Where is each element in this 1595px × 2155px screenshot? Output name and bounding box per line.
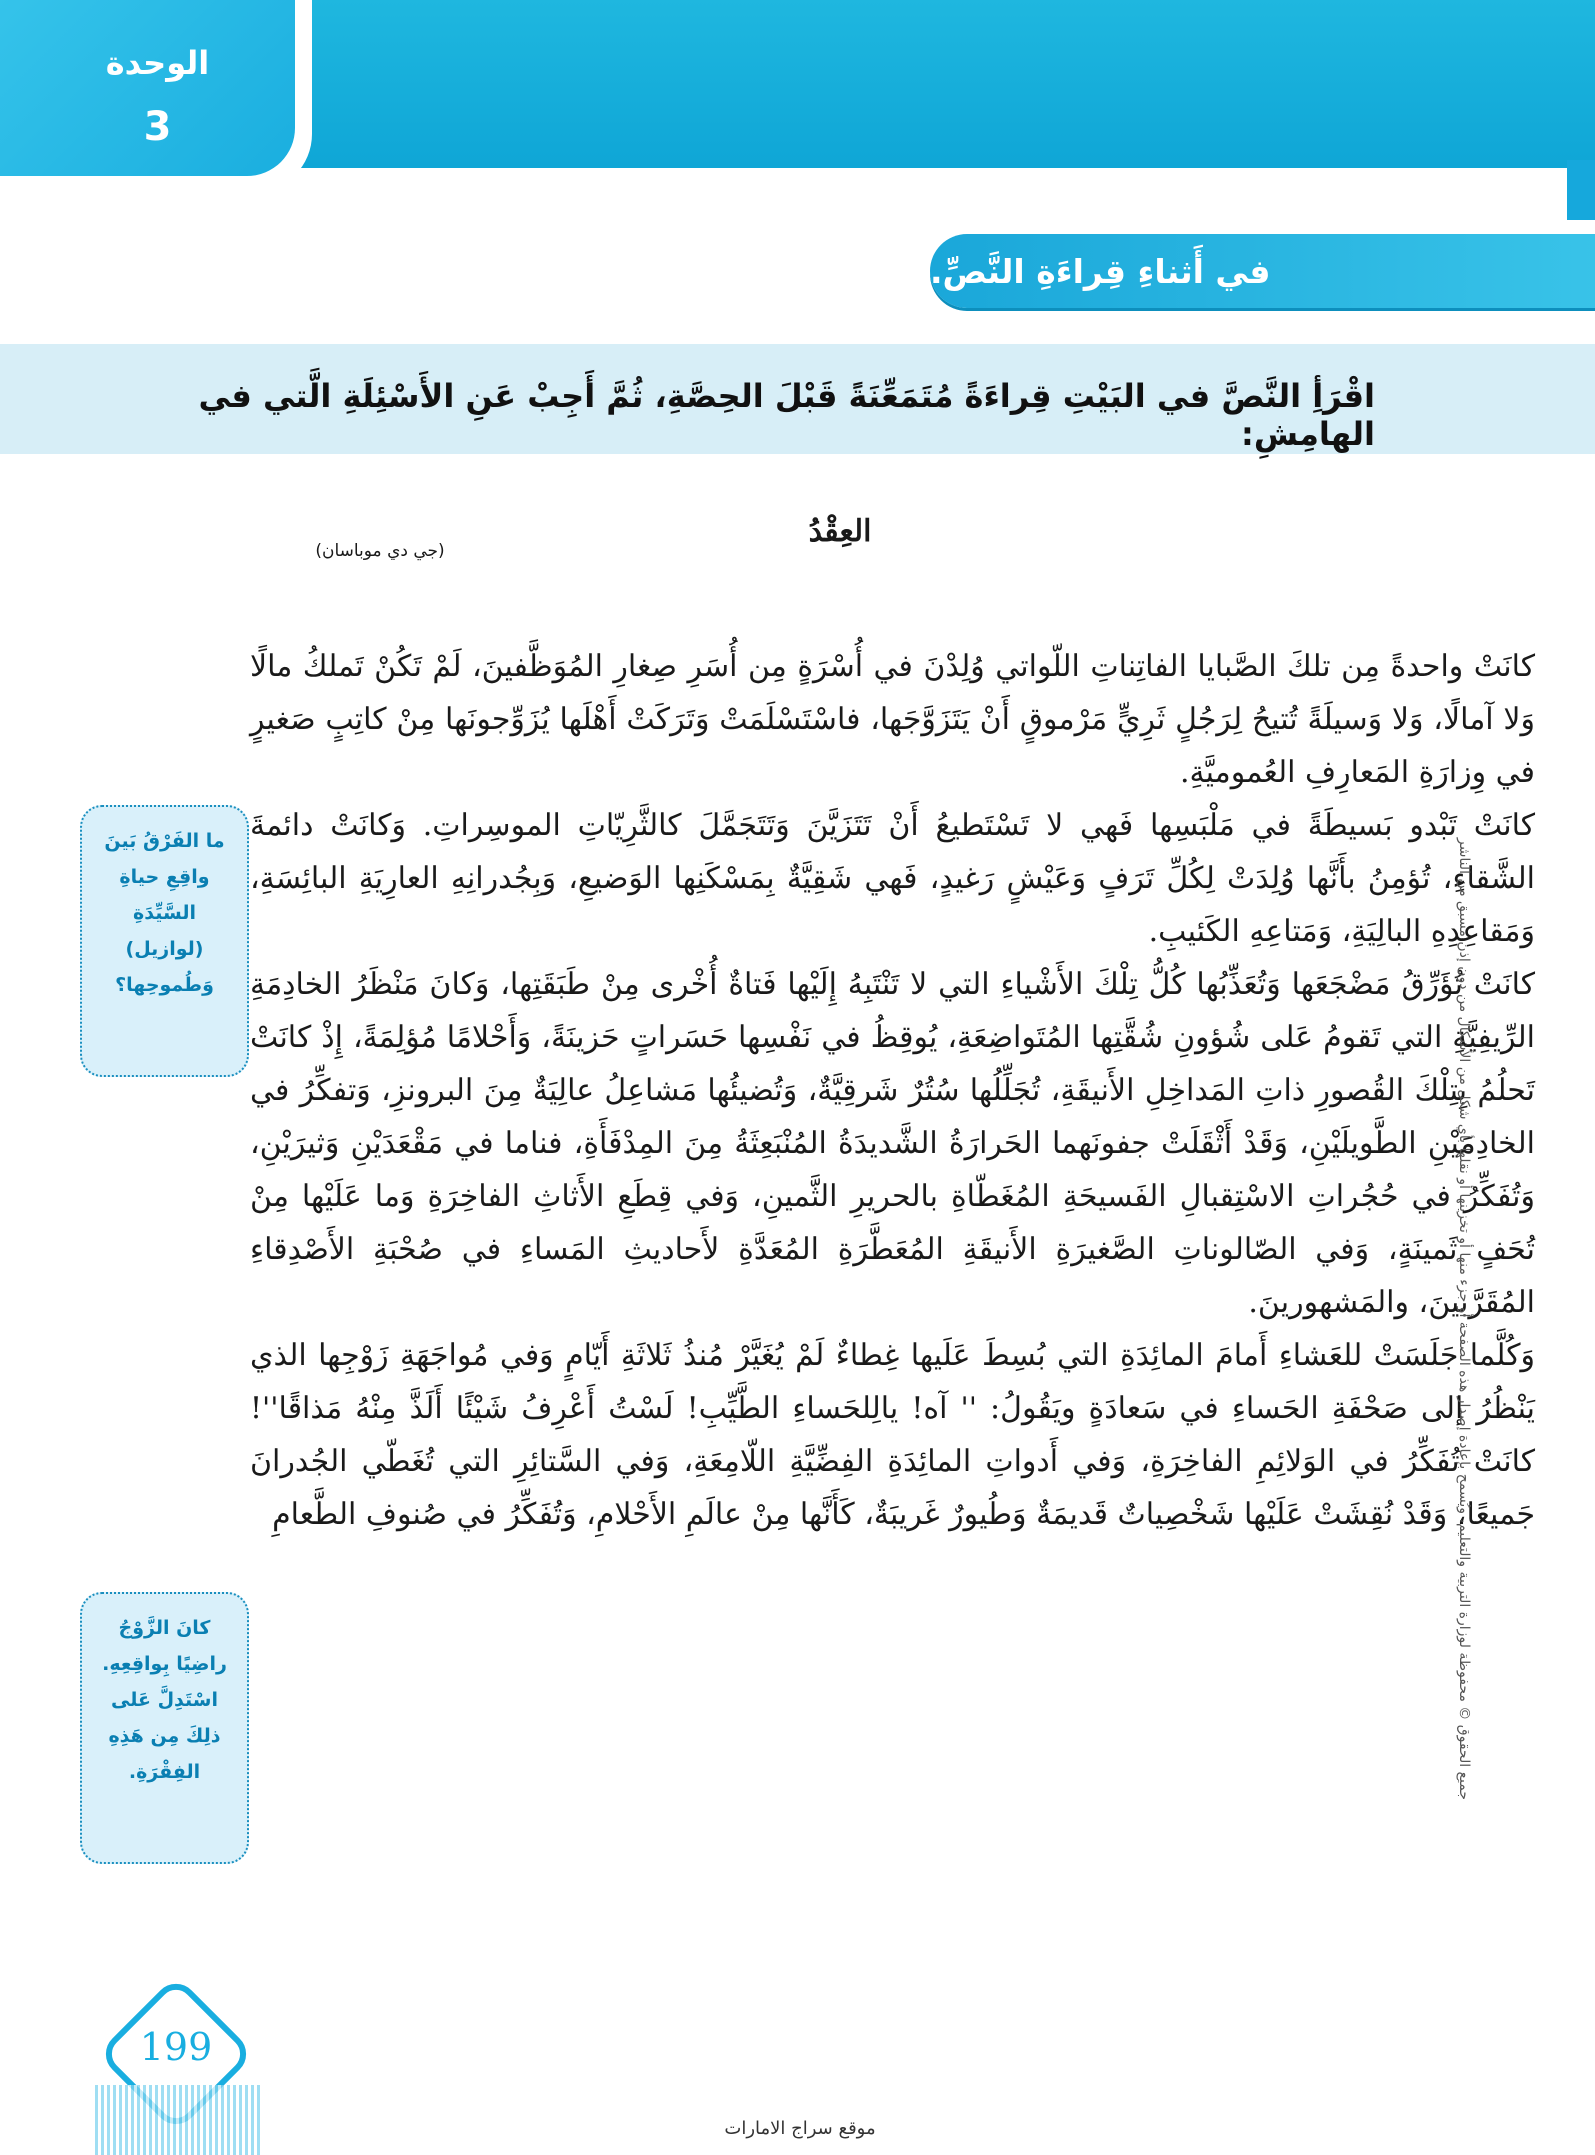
copyright-notice: جميع الحقوق © محفوظة لوزارة التربية والتعليم، ويُسمح بإعادة إصدار هذه الصفحة أو جزء منها أو تخزينها أو نقلها بأي شكل من الأشكال من دون إذن مسبق من الناشر bbox=[1456, 837, 1472, 1800]
footer-text: موقع سراج الامارات bbox=[724, 2118, 876, 2139]
unit-badge bbox=[0, 0, 295, 176]
page-number: 199 bbox=[139, 2025, 213, 2069]
unit-label: الوحدة bbox=[105, 44, 210, 82]
paragraph: كانَتْ تَبْدو بَسيطَةً في مَلْبَسِها فَهي لا تَسْتَطيعُ أَنْ تَتَزَيَّنَ وَتَتَجَمَّلَ كالثَّرِيّاتِ الموسِراتِ. وَكانَتْ دائمةَ الشَّقاءِ، تُؤمِنُ بأَنَّها وُلِدَتْ لِكُلِّ تَرَفٍ وَعَيْشٍ رَغيدٍ، فَهي شَقِيَّةٌ بِمَسْكَنِها الوَضيعِ، وَبِجُدرانِهِ العارِيَةِ البائِسَةِ، وَمَقاعِدِهِ البالِيَةِ، وَمَتاعِهِ الكَئيبِ. bbox=[250, 808, 1535, 949]
paragraph: كانَتْ واحدةً مِن تلكَ الصَّبايا الفاتِناتِ اللّواتي وُلِدْنَ في أُسْرَةٍ مِن أُسَرِ صِغارِ المُوَظَّفينَ، لَمْ تَكُنْ تَملكُ مالًا وَلا آمالًا، وَلا وَسيلَةً تُتيحُ لِرَجُلٍ ثَرِيٍّ مَرْموقٍ أَنْ يَتَزَوَّجَها، فاسْتَسْلَمَتْ وَتَرَكَتْ أَهْلَها يُزَوِّجونَها مِنْ كاتِبٍ صَغيرٍ في وِزارَةِ المَعارِفِ العُموميَّةِ. bbox=[250, 649, 1535, 790]
story-body bbox=[250, 640, 1535, 1541]
margin-question-1: ما الفَرْقُ بَينَ واقِعِ حياةِ السَّيِّدَةِ (لوازيل) وَطُموحِها؟ bbox=[80, 805, 249, 1077]
page-pattern bbox=[95, 2085, 260, 2155]
margin-question-2: كانَ الزَّوْجُ راضِيًا بِواقِعِهِ. اسْتَدِلَّ عَلى ذلِكَ مِن هَذِهِ الفِقْرَةِ. bbox=[80, 1592, 249, 1864]
paragraph: كانَتْ تُؤَرِّقُ مَضْجَعَها وَتُعَذِّبُها كُلُّ تِلْكَ الأَشْياءِ التي لا تَنْتَبِهُ إِلَيْها فَتاةٌ أُخْرى مِنْ طَبَقَتِها، وَكانَ مَنْظَرُ الخادِمَةِ الرِّيفِيَّةِ التي تَقومُ عَلى شُؤونِ شُقَّتِها المُتَواضِعَةِ، يُوقِظُ في نَفْسِها حَسَراتٍ حَزينَةً، وَأَحْلامًا مُؤلِمَةً، إِذْ كانَتْ تَحلُمُ بِتِلْكَ القُصورِ ذاتِ المَداخِلِ الأَنيقَةِ، تُجَلِّلُها سُتُرٌ شَرقِيَّةٌ، وَتُضيئُها مَشاعِلُ عالِيَةٌ مِنَ البرونزِ، وَتفكِّرُ في الخادِمَيْنِ الطَّويلَيْنِ، وَقَدْ أَثْقَلَتْ جفونَهما الحَرارَةُ الشَّديدَةُ المُنْبَعِثَةُ مِنَ المِدْفَأَةِ، فناما في مَقْعَدَيْنِ وَثيرَيْنِ، وَتُفَكِّرُ في حُجُراتِ الاسْتِقبالِ الفَسيحَةِ المُغَطّاةِ بالحريرِ الثَّمينِ، وَفي قِطَعِ الأَثاثِ الفاخِرَةِ وَما عَلَيْها مِنْ تُحَفٍ ثَمينَةٍ، وَفي الصّالوناتِ الصَّغيرَةِ الأَنيقَةِ المُعَطَّرَةِ المُعَدَّةِ لأَحاديثِ المَساءِ في صُحْبَةِ الأَصْدِقاءِ المُقَرَّبينَ، والمَشهورينَ. bbox=[250, 967, 1535, 1320]
edge-marker bbox=[1567, 160, 1595, 220]
paragraph: وَكُلَّما جَلَسَتْ للعَشاءِ أَمامَ المائِدَةِ التي بُسِطَ عَلَيها غِطاءٌ لَمْ يُغَيَّرْ مُنذُ ثَلاثَةِ أَيّامٍ وَفي مُواجَهَةِ زَوْجِها الذي يَنْظُرُ إلى صَحْفَةِ الحَساءِ في سَعادَةٍ ويَقُولُ: '' آه! يالِلحَساءِ الطَّيِّبِ! لَسْتُ أَعْرِفُ شَيْئًا أَلَذَّ مِنْهُ مَذاقًا''! كانَتْ تُفَكِّرُ في الوَلائِمِ الفاخِرَةِ، وَفي أَدواتِ المائِدَةِ الفِضِّيَّةِ اللّامِعَةِ، وَفي السَّتائِرِ التي تُغَطّي الجُدرانَ جَميعًا، وَقَدْ نُقِشَتْ عَلَيْها شَخْصِياتٌ قَديمَةٌ وَطُيورٌ غَريبَةٌ، كَأَنَّها مِنْ عالَمِ الأَحْلامِ، وَتُفَكِّرُ في صُنوفِ الطَّعامِ bbox=[250, 1338, 1535, 1532]
story-title: العِقْدُ bbox=[808, 514, 872, 549]
story-author: (جي دي موباسان) bbox=[315, 541, 445, 561]
unit-number: 3 bbox=[143, 104, 172, 150]
instruction-text: اقْرَأِ النَّصَّ في البَيْتِ قِراءَةً مُتَمَعِّنَةً قَبْلَ الحِصَّةِ، ثُمَّ أَجِبْ عَنِ الأَسْئِلَةِ الَّتي في الهامِشِ: bbox=[198, 377, 1375, 453]
section-title: في أَثناءِ قِراءَةِ النَّصِّ. bbox=[930, 234, 1595, 308]
